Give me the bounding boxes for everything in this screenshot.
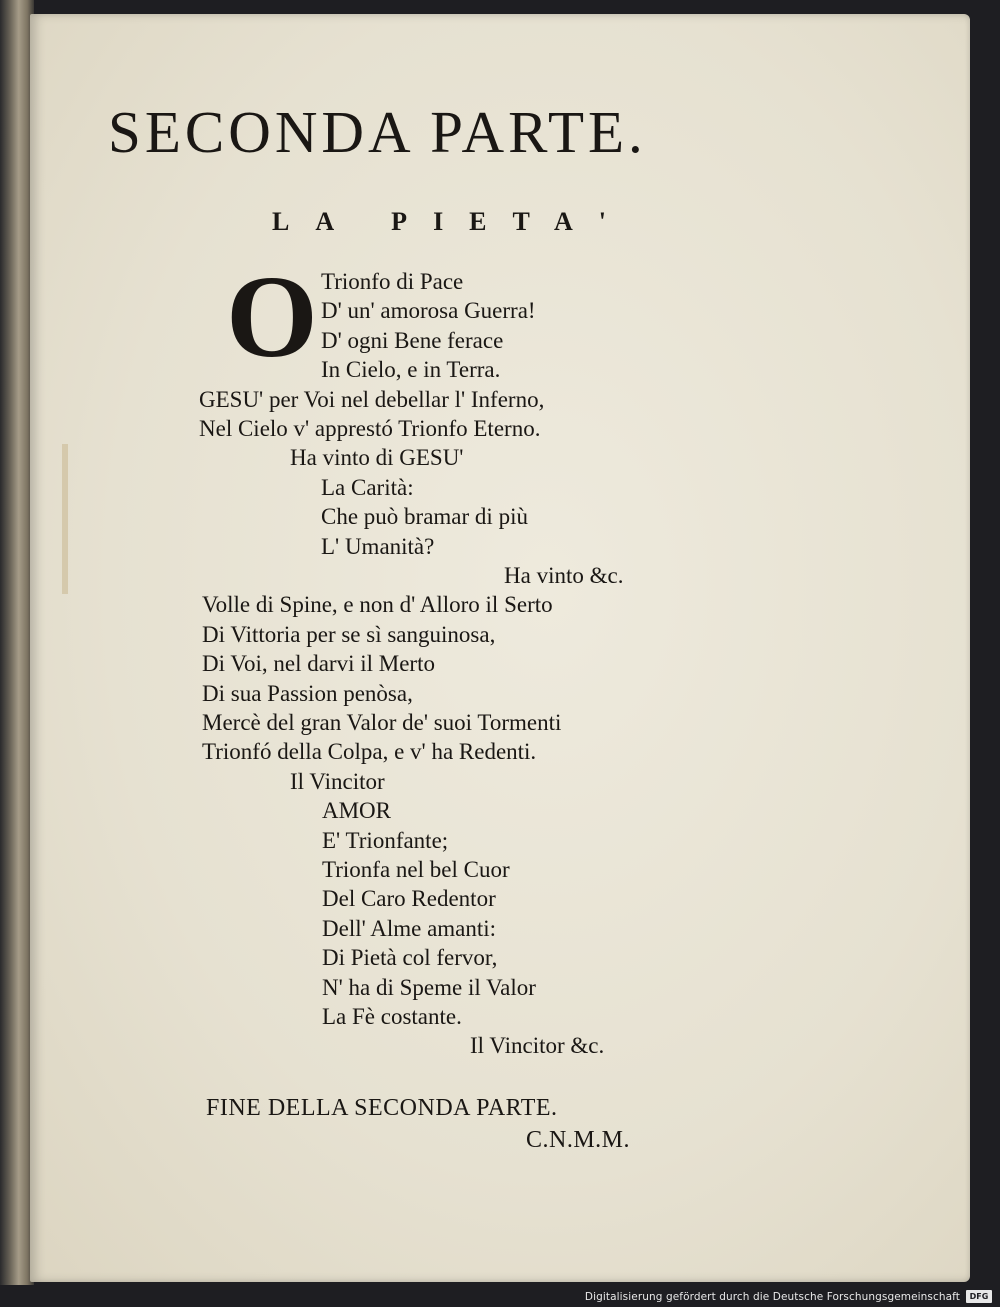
verse-line: La Carità: bbox=[321, 474, 414, 500]
verse-line: L' Umanità? bbox=[321, 533, 435, 559]
verse-line: Che può bramar di più bbox=[321, 504, 528, 530]
book-page bbox=[30, 14, 970, 1282]
verse-line: D' un' amorosa Guerra! bbox=[321, 298, 536, 324]
verse-line: Il Vincitor &c. bbox=[470, 1033, 605, 1059]
footer-bar bbox=[0, 1285, 1000, 1307]
verse-line: Trionfo di Pace bbox=[321, 269, 464, 294]
left-page-edge bbox=[0, 0, 34, 1290]
verse-line: AMOR bbox=[322, 798, 392, 824]
verse-line: Mercè del gran Valor de' suoi Tormenti bbox=[202, 710, 562, 735]
verse-line: In Cielo, e in Terra. bbox=[321, 357, 501, 383]
verse-line: GESU' per Voi nel debellar l' Inferno, bbox=[199, 386, 545, 412]
verse-line: E' Trionfante; bbox=[322, 827, 449, 853]
verse-line: N' ha di Speme il Valor bbox=[322, 974, 536, 1000]
verse-line: Ha vinto &c. bbox=[504, 563, 624, 588]
verse-line: Ha vinto di GESU' bbox=[290, 445, 464, 471]
verse-line: Trionfó della Colpa, e v' ha Redenti. bbox=[202, 739, 537, 765]
dfg-logo-icon: DFG bbox=[966, 1290, 992, 1303]
imprimatur-line: C.N.M.M. bbox=[526, 1127, 631, 1153]
verse-line: Volle di Spine, e non d' Alloro il Serto bbox=[202, 592, 553, 618]
verse-line: Di Pietà col fervor, bbox=[322, 945, 498, 971]
section-title: LA PIETA' bbox=[272, 207, 632, 236]
verse-line: Di Vittoria per se sì sanguinosa, bbox=[202, 621, 496, 647]
digitization-credit: Digitalisierung gefördert durch die Deutsche Forschungsgemeinschaft bbox=[584, 1291, 960, 1303]
verse-line: Di sua Passion penòsa, bbox=[202, 680, 413, 706]
verse-line: Di Voi, nel darvi il Merto bbox=[202, 651, 435, 677]
verse-line: Del Caro Redentor bbox=[322, 886, 496, 912]
verse-line: La Fè costante. bbox=[322, 1004, 462, 1029]
drop-cap: O bbox=[226, 251, 318, 382]
verse-line: Il Vincitor bbox=[290, 768, 385, 794]
closing-line: FINE DELLA SECONDA PARTE. bbox=[206, 1095, 558, 1121]
page-stain bbox=[62, 444, 68, 594]
verse-line: Nel Cielo v' apprestó Trionfo Eterno. bbox=[199, 416, 541, 441]
page-heading: SECONDA PARTE. bbox=[108, 99, 647, 165]
verse-line: Dell' Alme amanti: bbox=[322, 915, 497, 941]
verse-line: D' ogni Bene ferace bbox=[321, 327, 504, 353]
verse-line: Trionfa nel bel Cuor bbox=[322, 857, 510, 882]
